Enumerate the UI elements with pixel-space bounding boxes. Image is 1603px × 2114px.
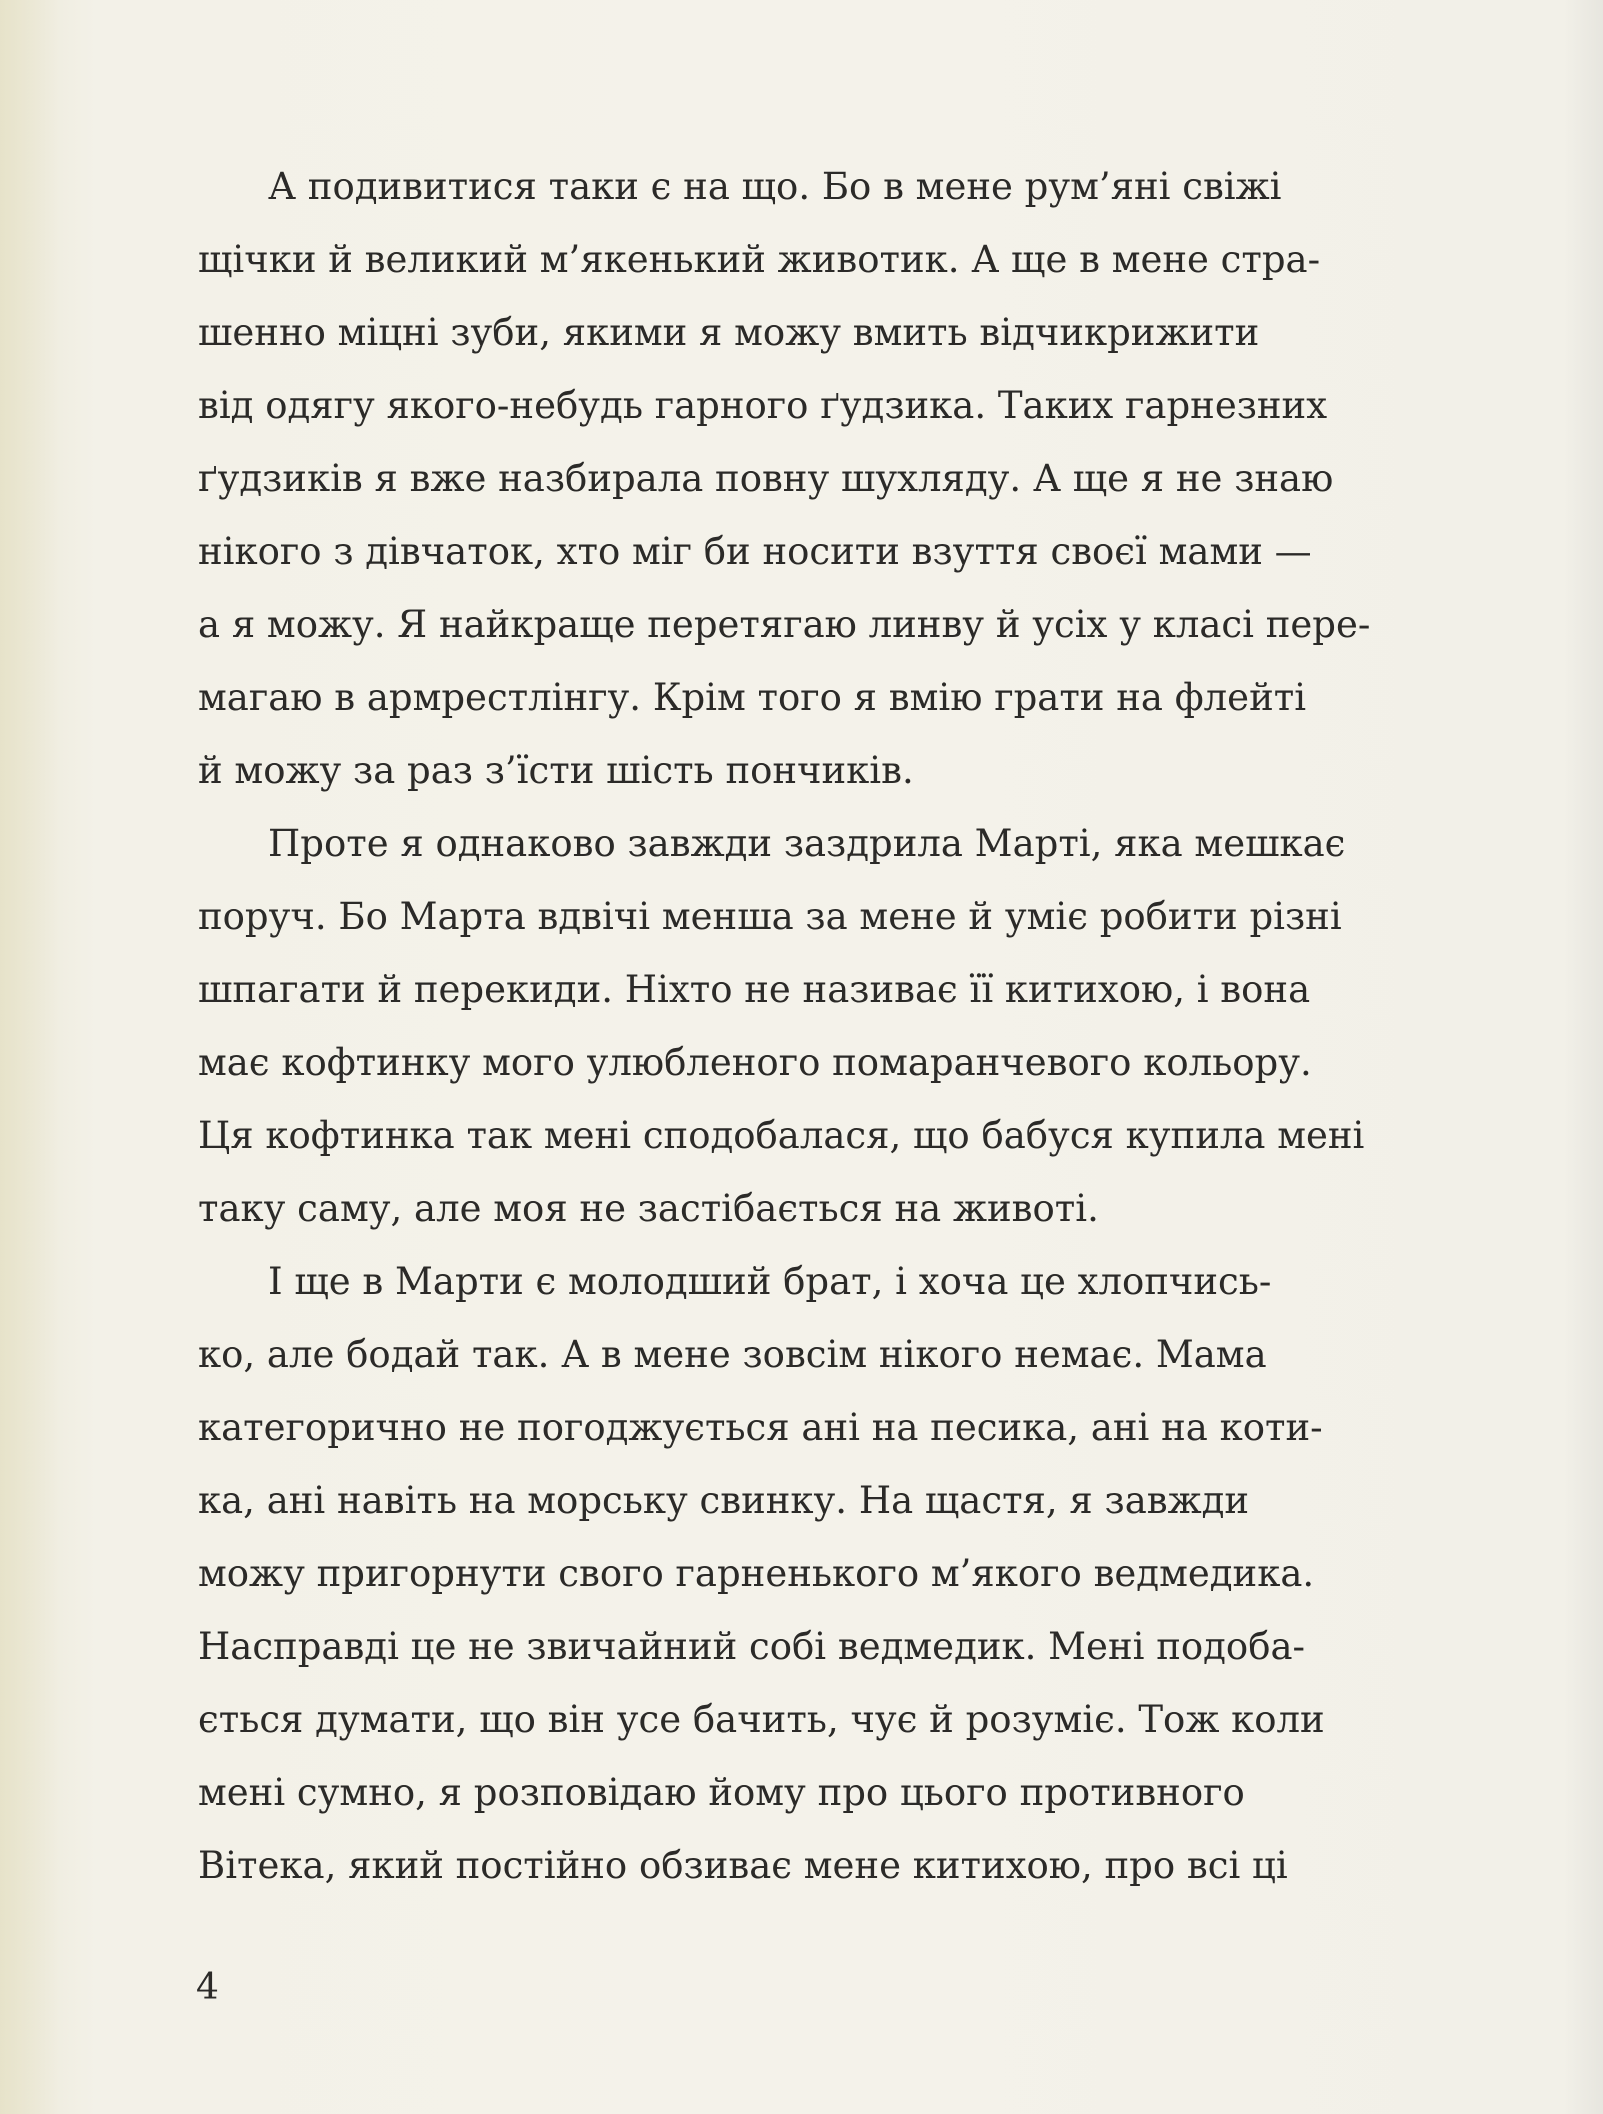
text-line: А подивитися таки є на що. Бо в мене рум’яні свіжі <box>268 165 1282 208</box>
text-line: а я можу. Я найкраще перетягаю линву й усіх у класі пере- <box>198 603 1371 646</box>
text-line: можу пригорнути свого гарненького м’якого ведмедика. <box>198 1552 1315 1595</box>
text-line: категорично не погоджується ані на песика, ані на коти- <box>198 1406 1323 1449</box>
text-line: Вітека, який постійно обзиває мене китихою, про всі ці <box>198 1844 1288 1887</box>
page-gutter-shadow <box>0 0 60 2114</box>
text-line: шенно міцні зуби, якими я можу вмить відчикрижити <box>198 311 1260 354</box>
text-line: мені сумно, я розповідаю йому про цього противного <box>198 1771 1245 1814</box>
text-line: магаю в армрестлінгу. Крім того я вмію грати на флейті <box>198 676 1307 719</box>
text-line: таку саму, але моя не застібається на животі. <box>198 1187 1099 1230</box>
text-line: від одягу якого-небудь гарного ґудзика. Таких гарнезних <box>198 384 1328 427</box>
text-line: щічки й великий м’якенький животик. А ще в мене стра- <box>198 238 1321 281</box>
text-line: Насправді це не звичайний собі ведмедик. Мені подоба- <box>198 1625 1306 1668</box>
text-line: поруч. Бо Марта вдвічі менша за мене й уміє робити різні <box>198 895 1342 938</box>
text-line: І ще в Марти є молодший брат, і хоча це хлопчись- <box>268 1260 1272 1303</box>
text-line: шпагати й перекиди. Ніхто не називає її китихою, і вона <box>198 968 1311 1011</box>
text-line: ко, але бодай так. А в мене зовсім нікого немає. Мама <box>198 1333 1267 1376</box>
text-line: ється думати, що він усе бачить, чує й розуміє. Тож коли <box>198 1698 1325 1741</box>
text-line: Ця кофтинка так мені сподобалася, що бабуся купила мені <box>198 1114 1365 1157</box>
page-edge-shadow <box>1563 0 1603 2114</box>
text-line: ка, ані навіть на морську свинку. На щастя, я завжди <box>198 1479 1250 1522</box>
text-line: нікого з дівчаток, хто міг би носити взуття своєї мами — <box>198 530 1312 573</box>
text-line: й можу за раз з’їсти шість пончиків. <box>198 749 914 792</box>
page-number: 4 <box>196 1967 219 2008</box>
text-line: має кофтинку мого улюбленого помаранчевого кольору. <box>198 1041 1312 1084</box>
text-line: Проте я однаково завжди заздрила Марті, яка мешкає <box>268 822 1346 865</box>
text-line: ґудзиків я вже назбирала повну шухляду. А ще я не знаю <box>198 457 1334 500</box>
